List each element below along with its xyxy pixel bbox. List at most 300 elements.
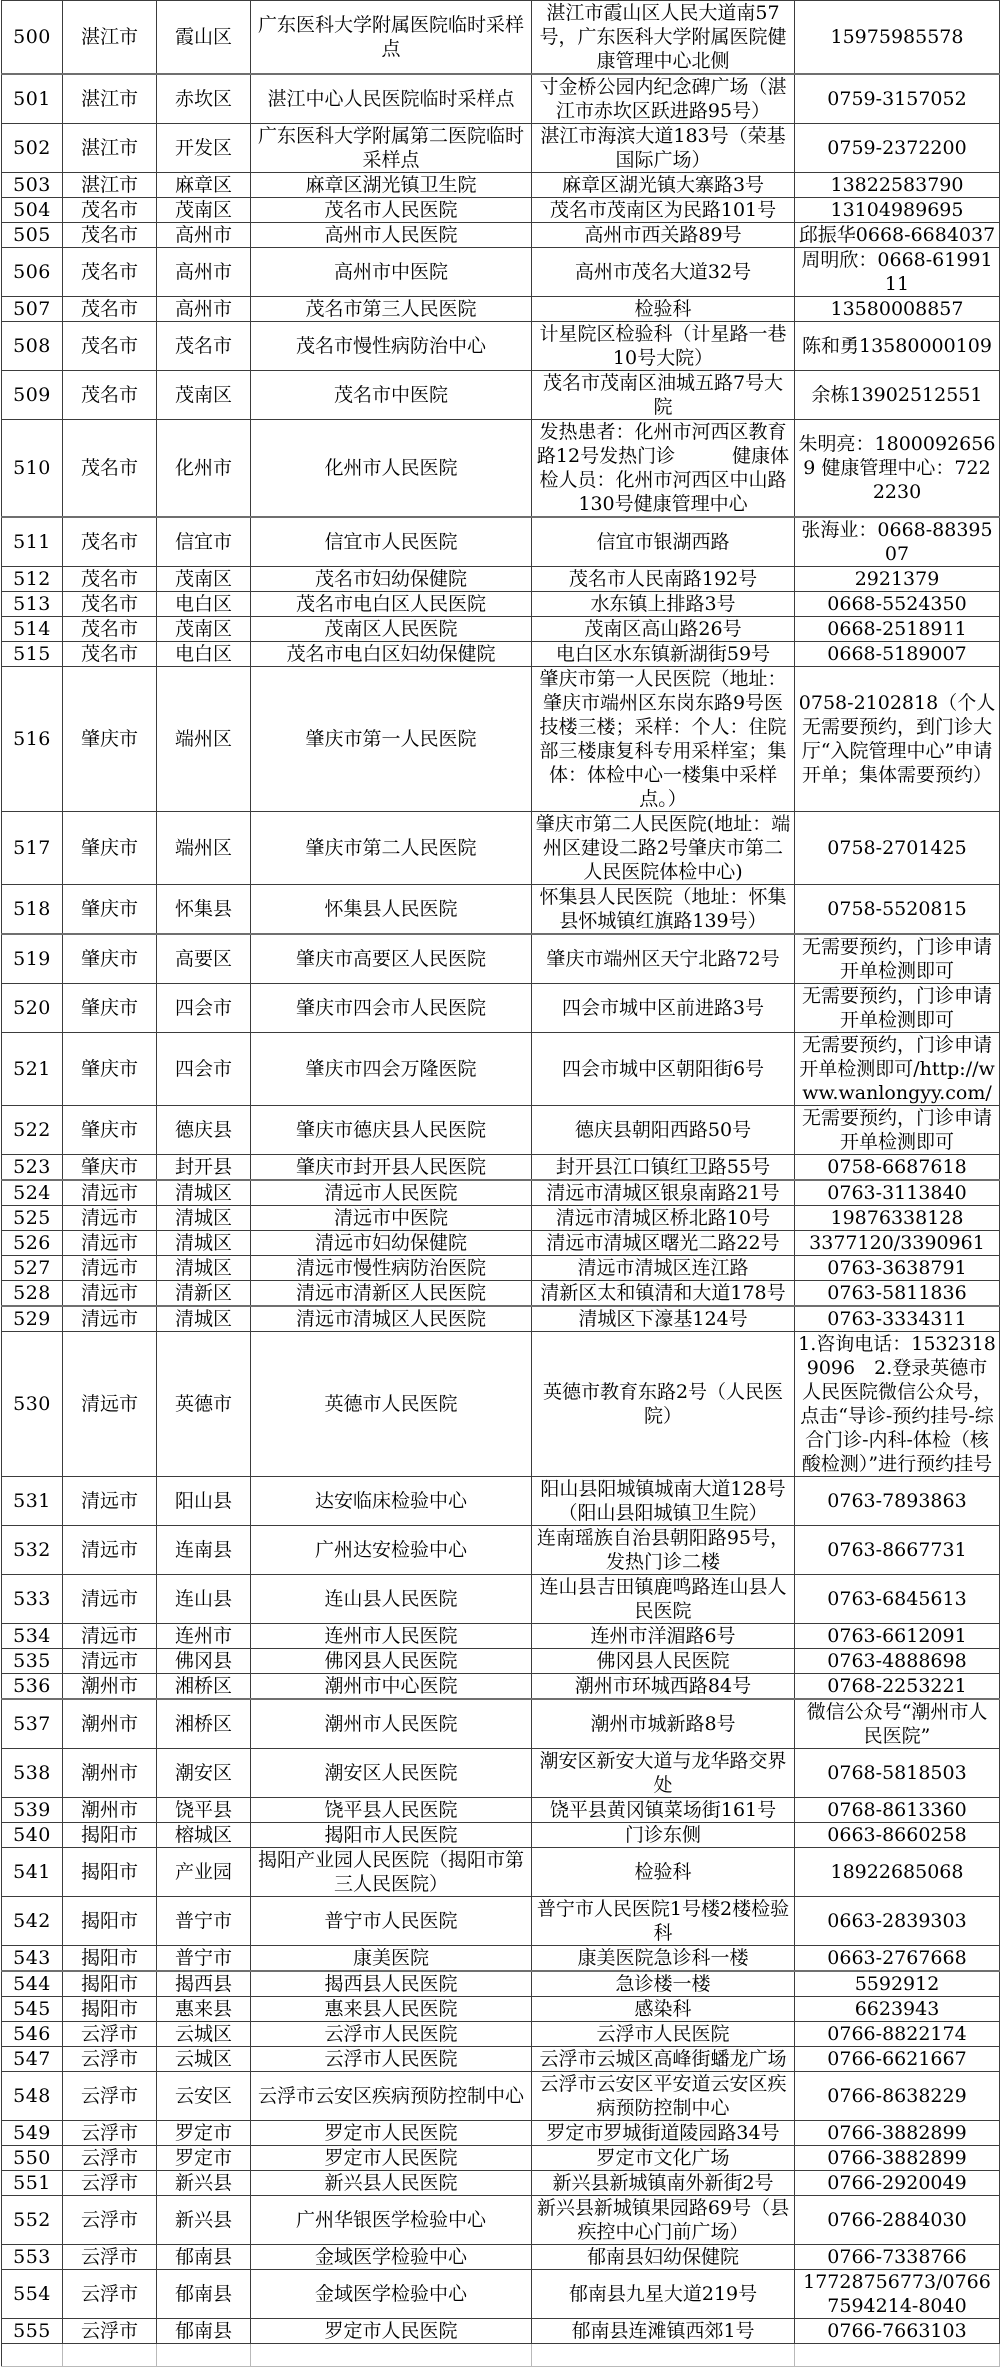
cell-row-number: 526 [2,1231,63,1256]
cell-address: 云浮市云安区平安道云安区疾病预防控制中心 [532,2072,795,2121]
cell-city: 云浮市 [63,2171,157,2196]
cell-phone: 0758-5520815 [795,885,1000,935]
table-row [2,322,1000,371]
cell-phone: 6623943 [795,1997,1000,2022]
table-row [2,885,1000,935]
cell-row-number: 523 [2,1155,63,1181]
cell-city: 揭阳市 [63,1823,157,1848]
cell-district: 茂南区 [157,567,251,592]
cell-row-number: 516 [2,667,63,812]
cell-institution: 怀集县人民医院 [251,885,532,935]
cell-phone: 0758-6687618 [795,1155,1000,1181]
cell-district: 郁南县 [157,2319,251,2344]
cell-address: 连山县吉田镇鹿鸣路连山县人民医院 [532,1575,795,1624]
cell-district: 茂南区 [157,617,251,642]
cell-city: 清远市 [63,1281,157,1307]
cell-city: 肇庆市 [63,885,157,935]
cell-institution: 新兴县人民医院 [251,2171,532,2196]
table-row [2,1798,1000,1823]
cell-row-number: 553 [2,2245,63,2270]
cell-phone: 0763-6612091 [795,1624,1000,1649]
cell-city: 清远市 [63,1231,157,1256]
cell-institution: 化州市人民医院 [251,420,532,518]
cell-address: 新兴县新城镇果园路69号（县疾控中心门前广场） [532,2196,795,2245]
cell-phone: 0768-2253221 [795,1674,1000,1700]
cell-district: 英德市 [157,1332,251,1477]
cell-address: 英德市教育东路2号（人民医院） [532,1332,795,1477]
cell-institution: 潮州市人民医院 [251,1699,532,1749]
cell-district: 德庆县 [157,1106,251,1155]
cell-city: 清远市 [63,1649,157,1674]
cell-phone: 无需要预约，门诊申请开单检测即可 [795,1106,1000,1155]
cell-institution: 清远市清城区人民医院 [251,1306,532,1332]
cell-phone: 无需要预约，门诊申请开单检测即可 [795,984,1000,1033]
cell-row-number: 538 [2,1749,63,1798]
table-row [2,2245,1000,2270]
cell-district: 云城区 [157,2022,251,2047]
cell-address: 清远市清城区银泉南路21号 [532,1180,795,1206]
cell-city: 湛江市 [63,74,157,124]
cell-address: 门诊东侧 [532,1823,795,1848]
table-row [2,2146,1000,2171]
cell-address: 茂南区高山路26号 [532,617,795,642]
cell-city: 肇庆市 [63,1155,157,1181]
cell-city: 潮州市 [63,1699,157,1749]
cell-row-number: 537 [2,1699,63,1749]
cell-phone: 0766-2920049 [795,2171,1000,2196]
cell-row-number: 533 [2,1575,63,1624]
table-row [2,1526,1000,1575]
cell-phone: 0763-3334311 [795,1306,1000,1332]
cell-address: 封开县江口镇红卫路55号 [532,1155,795,1181]
cell-city: 揭阳市 [63,1997,157,2022]
cell-phone: 0668-5524350 [795,592,1000,617]
cell-row-number [2,2344,63,2367]
cell-city: 清远市 [63,1180,157,1206]
cell-district: 湘桥区 [157,1699,251,1749]
cell-row-number: 524 [2,1180,63,1206]
cell-institution: 惠来县人民医院 [251,1997,532,2022]
cell-institution: 罗定市人民医院 [251,2146,532,2171]
table-row [2,198,1000,223]
table-row [2,1649,1000,1674]
cell-address: 清城区下濠基124号 [532,1306,795,1332]
table-row [2,173,1000,198]
cell-row-number: 532 [2,1526,63,1575]
cell-city: 云浮市 [63,2121,157,2146]
table-row [2,1897,1000,1946]
cell-phone: 微信公众号“潮州市人民医院” [795,1699,1000,1749]
table-row [2,1332,1000,1477]
cell-institution: 肇庆市四会市人民医院 [251,984,532,1033]
cell-address: 康美医院急诊科一楼 [532,1946,795,1972]
cell-institution: 罗定市人民医院 [251,2319,532,2344]
cell-city: 茂名市 [63,567,157,592]
cell-city: 茂名市 [63,592,157,617]
table-row [2,1155,1000,1181]
cell-row-number: 545 [2,1997,63,2022]
cell-address: 连南瑶族自治县朝阳路95号，发热门诊二楼 [532,1526,795,1575]
cell-phone: 0763-3638791 [795,1256,1000,1281]
cell-district: 端州区 [157,667,251,812]
cell-district: 饶平县 [157,1798,251,1823]
cell-institution: 饶平县人民医院 [251,1798,532,1823]
cell-district: 连山县 [157,1575,251,1624]
cell-address [532,2344,795,2367]
cell-city: 揭阳市 [63,1971,157,1997]
cell-district: 郁南县 [157,2270,251,2319]
cell-institution: 麻章区湖光镇卫生院 [251,173,532,198]
cell-address: 麻章区湖光镇大寨路3号 [532,173,795,198]
cell-row-number: 503 [2,173,63,198]
cell-phone: 0759-2372200 [795,124,1000,173]
cell-city: 茂名市 [63,322,157,371]
cell-institution: 茂名市妇幼保健院 [251,567,532,592]
cell-phone: 18922685068 [795,1848,1000,1897]
cell-district: 潮安区 [157,1749,251,1798]
cell-district: 高州市 [157,223,251,248]
cell-institution: 肇庆市德庆县人民医院 [251,1106,532,1155]
cell-row-number: 530 [2,1332,63,1477]
table-row [2,617,1000,642]
cell-address: 清远市清城区桥北路10号 [532,1206,795,1231]
cell-phone: 13822583790 [795,173,1000,198]
cell-institution: 茂名市人民医院 [251,198,532,223]
cell-institution: 揭阳市人民医院 [251,1823,532,1848]
cell-row-number: 506 [2,248,63,297]
cell-city [63,2344,157,2367]
cell-district: 湘桥区 [157,1674,251,1700]
cell-phone: 0766-7663103 [795,2319,1000,2344]
table-row [2,592,1000,617]
table-row [2,1575,1000,1624]
cell-row-number: 548 [2,2072,63,2121]
cell-phone: 5592912 [795,1971,1000,1997]
cell-address: 罗定市文化广场 [532,2146,795,2171]
cell-row-number: 536 [2,1674,63,1700]
cell-row-number: 554 [2,2270,63,2319]
cell-institution: 茂名市第三人民医院 [251,297,532,322]
cell-city: 云浮市 [63,2022,157,2047]
cell-address: 罗定市罗城街道陵园路34号 [532,2121,795,2146]
cell-row-number: 542 [2,1897,63,1946]
cell-address: 怀集县人民医院（地址：怀集县怀城镇红旗路139号） [532,885,795,935]
cell-city: 云浮市 [63,2047,157,2072]
cell-district: 茂名市 [157,322,251,371]
cell-district: 赤坎区 [157,74,251,124]
cell-district: 化州市 [157,420,251,518]
cell-row-number: 519 [2,934,63,984]
cell-district: 产业园 [157,1848,251,1897]
cell-row-number: 502 [2,124,63,173]
cell-district: 开发区 [157,124,251,173]
cell-institution: 云浮市云安区疾病预防控制中心 [251,2072,532,2121]
table-row [2,297,1000,322]
cell-address: 清新区太和镇清和大道178号 [532,1281,795,1307]
cell-district: 信宜市 [157,517,251,567]
cell-district: 清城区 [157,1306,251,1332]
cell-phone: 陈和勇13580000109 [795,322,1000,371]
table-row [2,517,1000,567]
table-row [2,1946,1000,1972]
table-row [2,1281,1000,1307]
cell-phone: 0763-4888698 [795,1649,1000,1674]
table-row [2,1180,1000,1206]
cell-city: 茂名市 [63,420,157,518]
cell-phone: 无需要预约，门诊申请开单检测即可/http://www.wanlongyy.com/ [795,1033,1000,1106]
cell-row-number: 521 [2,1033,63,1106]
cell-phone: 0758-2102818（个人无需要预约，到门诊大厅“入院管理中心”申请开单；集体需要预约） [795,667,1000,812]
cell-institution: 连州市人民医院 [251,1624,532,1649]
cell-city: 茂名市 [63,198,157,223]
cell-district: 普宁市 [157,1946,251,1972]
cell-city: 清远市 [63,1306,157,1332]
cell-row-number: 546 [2,2022,63,2047]
cell-address: 茂名市人民南路192号 [532,567,795,592]
table-row [2,1848,1000,1897]
cell-city: 肇庆市 [63,1106,157,1155]
cell-institution: 云浮市人民医院 [251,2022,532,2047]
cell-phone: 2921379 [795,567,1000,592]
cell-city: 茂名市 [63,248,157,297]
cell-district: 连州市 [157,1624,251,1649]
table-row [2,1106,1000,1155]
cell-institution: 清远市清新区人民医院 [251,1281,532,1307]
cell-district: 揭西县 [157,1971,251,1997]
cell-district: 连南县 [157,1526,251,1575]
cell-district: 清城区 [157,1231,251,1256]
cell-address: 四会市城中区朝阳街6号 [532,1033,795,1106]
table-row [2,1033,1000,1106]
cell-city: 潮州市 [63,1798,157,1823]
cell-city: 茂名市 [63,642,157,667]
cell-row-number: 520 [2,984,63,1033]
cell-district: 罗定市 [157,2146,251,2171]
cell-phone [795,2344,1000,2367]
cell-city: 茂名市 [63,617,157,642]
cell-institution: 清远市慢性病防治医院 [251,1256,532,1281]
cell-address: 郁南县连滩镇西郊1号 [532,2319,795,2344]
cell-institution: 信宜市人民医院 [251,517,532,567]
cell-institution: 肇庆市第一人民医院 [251,667,532,812]
cell-phone: 0766-3882899 [795,2146,1000,2171]
cell-address: 检验科 [532,1848,795,1897]
cell-institution: 高州市人民医院 [251,223,532,248]
cell-phone: 0766-7338766 [795,2245,1000,2270]
cell-row-number: 512 [2,567,63,592]
cell-address: 寸金桥公园内纪念碑广场（湛江市赤坎区跃进路95号） [532,74,795,124]
table-row [2,248,1000,297]
cell-phone: 13104989695 [795,198,1000,223]
cell-city: 云浮市 [63,2319,157,2344]
cell-institution: 高州市中医院 [251,248,532,297]
cell-district: 封开县 [157,1155,251,1181]
cell-city: 清远市 [63,1332,157,1477]
cell-row-number: 510 [2,420,63,518]
cell-district: 茂南区 [157,198,251,223]
cell-institution: 云浮市人民医院 [251,2047,532,2072]
table-row [2,1477,1000,1526]
cell-phone: 0668-2518911 [795,617,1000,642]
cell-city: 茂名市 [63,517,157,567]
cell-address: 电白区水东镇新湖街59号 [532,642,795,667]
cell-row-number: 513 [2,592,63,617]
cell-district: 四会市 [157,984,251,1033]
cell-city: 清远市 [63,1624,157,1649]
cell-address: 茂名市茂南区为民路101号 [532,198,795,223]
cell-city: 茂名市 [63,371,157,420]
table-row [2,420,1000,518]
cell-phone: 余栋13902512551 [795,371,1000,420]
cell-address: 连州市洋湄路6号 [532,1624,795,1649]
cell-row-number: 535 [2,1649,63,1674]
cell-row-number: 529 [2,1306,63,1332]
cell-institution: 英德市人民医院 [251,1332,532,1477]
cell-address: 阳山县阳城镇城南大道128号（阳山县阳城镇卫生院） [532,1477,795,1526]
cell-address: 潮安区新安大道与龙华路交界处 [532,1749,795,1798]
cell-address: 郁南县妇幼保健院 [532,2245,795,2270]
table-row [2,2270,1000,2319]
cell-phone: 0663-2839303 [795,1897,1000,1946]
table-row [2,2072,1000,2121]
cell-city: 湛江市 [63,124,157,173]
cell-district: 怀集县 [157,885,251,935]
cell-phone: 17728756773/07667594214-8040 [795,2270,1000,2319]
cell-row-number: 534 [2,1624,63,1649]
cell-city: 清远市 [63,1526,157,1575]
cell-row-number: 539 [2,1798,63,1823]
table-row [2,667,1000,812]
cell-phone: 0766-8638229 [795,2072,1000,2121]
cell-row-number: 527 [2,1256,63,1281]
cell-phone: 19876338128 [795,1206,1000,1231]
cell-phone: 朱明亮：18000926569 健康管理中心：7222230 [795,420,1000,518]
cell-city: 揭阳市 [63,1946,157,1972]
table-row [2,2196,1000,2245]
cell-row-number: 541 [2,1848,63,1897]
cell-address: 德庆县朝阳西路50号 [532,1106,795,1155]
cell-phone: 13580008857 [795,297,1000,322]
cell-institution [251,2344,532,2367]
hospital-test-site-table [1,0,1000,2367]
cell-phone: 0766-6621667 [795,2047,1000,2072]
cell-institution: 金域医学检验中心 [251,2245,532,2270]
cell-phone: 0763-3113840 [795,1180,1000,1206]
cell-institution: 康美医院 [251,1946,532,1972]
cell-district: 高要区 [157,934,251,984]
cell-district: 新兴县 [157,2171,251,2196]
cell-city: 潮州市 [63,1749,157,1798]
cell-district: 榕城区 [157,1823,251,1848]
cell-institution: 茂名市中医院 [251,371,532,420]
cell-city: 湛江市 [63,1,157,75]
table-body [2,1,1000,2367]
cell-phone: 0766-2884030 [795,2196,1000,2245]
cell-address: 四会市城中区前进路3号 [532,984,795,1033]
cell-institution: 普宁市人民医院 [251,1897,532,1946]
cell-address: 检验科 [532,297,795,322]
cell-district [157,2344,251,2367]
cell-institution: 广东医科大学附属第二医院临时采样点 [251,124,532,173]
cell-phone: 0663-8660258 [795,1823,1000,1848]
cell-institution: 茂名市电白区人民医院 [251,592,532,617]
cell-address: 新兴县新城镇南外新街2号 [532,2171,795,2196]
cell-address: 清远市清城区曙光二路22号 [532,1231,795,1256]
cell-address: 信宜市银湖西路 [532,517,795,567]
cell-phone: 0763-7893863 [795,1477,1000,1526]
table-row [2,1997,1000,2022]
cell-phone: 0763-8667731 [795,1526,1000,1575]
cell-row-number: 531 [2,1477,63,1526]
table-row [2,567,1000,592]
cell-address: 肇庆市第二人民医院(地址：端州区建设二路2号肇庆市第二人民医院体检中心) [532,812,795,885]
cell-institution: 金域医学检验中心 [251,2270,532,2319]
cell-phone: 0763-6845613 [795,1575,1000,1624]
cell-address: 湛江市海滨大道183号（荣基国际广场） [532,124,795,173]
cell-institution: 肇庆市高要区人民医院 [251,934,532,984]
cell-address: 高州市西关路89号 [532,223,795,248]
cell-phone: 0766-8822174 [795,2022,1000,2047]
cell-address: 高州市茂名大道32号 [532,248,795,297]
table-row [2,642,1000,667]
cell-district: 云安区 [157,2072,251,2121]
cell-city: 揭阳市 [63,1848,157,1897]
cell-row-number: 540 [2,1823,63,1848]
cell-institution: 肇庆市四会万隆医院 [251,1033,532,1106]
table-row [2,1256,1000,1281]
cell-institution: 揭西县人民医院 [251,1971,532,1997]
cell-row-number: 505 [2,223,63,248]
cell-district: 阳山县 [157,1477,251,1526]
cell-institution: 佛冈县人民医院 [251,1649,532,1674]
cell-district: 麻章区 [157,173,251,198]
table-row [2,812,1000,885]
cell-row-number: 543 [2,1946,63,1972]
cell-row-number: 551 [2,2171,63,2196]
cell-row-number: 547 [2,2047,63,2072]
cell-address: 湛江市霞山区人民大道南57号，广东医科大学附属医院健康管理中心北侧 [532,1,795,75]
table-row [2,2022,1000,2047]
cell-row-number: 511 [2,517,63,567]
table-row [2,984,1000,1033]
cell-address: 计星院区检验科（计星路一巷10号大院） [532,322,795,371]
cell-district: 清城区 [157,1180,251,1206]
table-row [2,1971,1000,1997]
cell-city: 肇庆市 [63,984,157,1033]
table-row [2,1749,1000,1798]
cell-row-number: 528 [2,1281,63,1307]
cell-row-number: 544 [2,1971,63,1997]
table-row [2,2047,1000,2072]
cell-institution: 广东医科大学附属医院临时采样点 [251,1,532,75]
cell-row-number: 552 [2,2196,63,2245]
cell-address: 佛冈县人民医院 [532,1649,795,1674]
table-row [2,2319,1000,2344]
cell-city: 肇庆市 [63,667,157,812]
cell-institution: 广州达安检验中心 [251,1526,532,1575]
cell-institution: 茂名市电白区妇幼保健院 [251,642,532,667]
cell-phone: 0763-5811836 [795,1281,1000,1307]
cell-institution: 罗定市人民医院 [251,2121,532,2146]
cell-institution: 清远市中医院 [251,1206,532,1231]
cell-phone: 0663-2767668 [795,1946,1000,1972]
cell-phone: 3377120/3390961 [795,1231,1000,1256]
table-row [2,223,1000,248]
cell-institution: 茂南区人民医院 [251,617,532,642]
cell-district: 茂南区 [157,371,251,420]
table-row [2,934,1000,984]
cell-address: 清远市清城区连江路 [532,1256,795,1281]
